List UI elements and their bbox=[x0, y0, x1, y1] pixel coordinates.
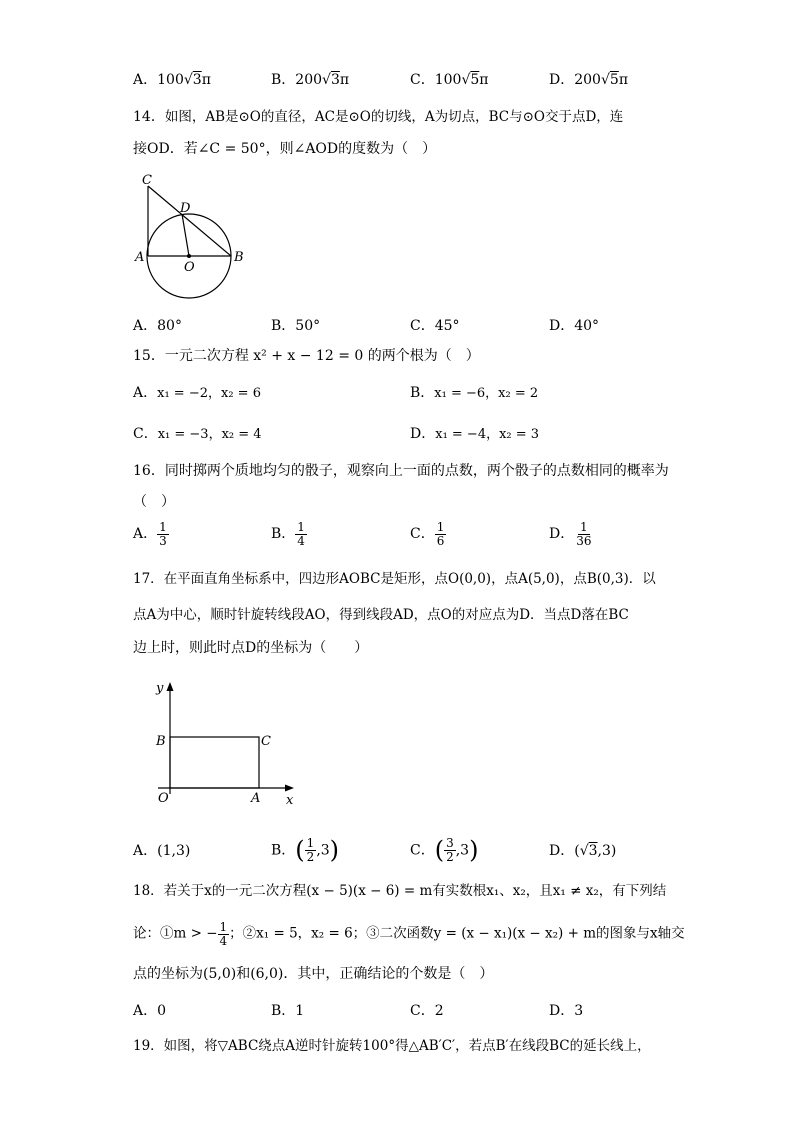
q13-option-a: A．100√3π bbox=[133, 72, 211, 88]
q15-option-d: D．x₁ = −4，x₂ = 3 bbox=[410, 426, 540, 442]
q14-stem-line1: 14．如图，AB是⊙O的直径，AC是⊙O的切线，A为切点，BC与⊙O交于点D，连 bbox=[133, 109, 624, 125]
label-b: B bbox=[156, 734, 166, 749]
q14-option-a: A．80° bbox=[133, 318, 182, 334]
q17-stem-line3: 边上时，则此时点D的坐标为（ ） bbox=[133, 640, 369, 656]
q13-option-c: C．100√5π bbox=[410, 72, 489, 88]
q16-stem-line1: 16．同时掷两个质地均匀的骰子，观察向上一面的点数，两个骰子的点数相同的概率为 bbox=[133, 463, 669, 479]
q17-stem-line1: 17．在平面直角坐标系中，四边形AOBC是矩形，点O(0,0)，点A(5,0)，点B(0,3)．以 bbox=[133, 571, 656, 587]
q18-option-d: D．3 bbox=[549, 1003, 584, 1019]
q16-option-d: D． $\frac{1}{36}$ bbox=[549, 520, 592, 548]
q16-stem-line2: （ ） bbox=[133, 494, 175, 510]
q14-option-b: B．50° bbox=[271, 318, 321, 334]
label-a: A bbox=[251, 791, 261, 806]
label-o: O bbox=[158, 791, 169, 806]
q14-stem-line2: 接OD．若∠C = 50°，则∠AOD的度数为（ ） bbox=[133, 141, 437, 157]
q18-option-b: B．1 bbox=[271, 1003, 305, 1019]
q17-stem-line2: 点A为中心，顺时针旋转线段AO，得到线段AD，点O的对应点为D．当点D落在BC bbox=[133, 607, 629, 623]
segment-cb bbox=[148, 186, 231, 256]
q15-option-a: A．x₁ = −2，x₂ = 6 bbox=[133, 385, 261, 401]
q16-option-a: A． $\frac{1}{3}$ bbox=[133, 520, 167, 548]
q16-option-b: B． $\frac{1}{4}$ bbox=[271, 520, 305, 548]
q18-stem-line1: 18．若关于x的一元二次方程(x − 5)(x − 6) = m有实数根x₁、x₂，且x₁ ≠ x₂，有下列结 bbox=[133, 883, 667, 899]
q17-option-b: B．( $\frac{1}{2}$ ,3) bbox=[271, 836, 340, 864]
q15-option-c: C．x₁ = −3，x₂ = 4 bbox=[133, 426, 262, 442]
label-x: x bbox=[286, 793, 294, 808]
q14-option-c: C．45° bbox=[410, 318, 460, 334]
label-y: y bbox=[156, 681, 164, 696]
label-o: O bbox=[184, 260, 195, 275]
x-axis-arrow bbox=[285, 785, 294, 792]
label-a: A bbox=[135, 250, 145, 265]
q17-option-c: C．( $\frac{3}{2}$ ,3) bbox=[410, 836, 479, 864]
label-c: C bbox=[142, 173, 152, 188]
q13-option-b: B．200√3π bbox=[271, 72, 350, 88]
label-b: B bbox=[234, 250, 244, 265]
q18-stem-line2: 论：①m > − $\frac{1}{4}$ ；②x₁ = 5，x₂ = 6；③二次函数y = (x − x₁)(x − x₂) + m的图象与x轴交 bbox=[133, 920, 685, 948]
q15-option-b: B．x₁ = −6，x₂ = 2 bbox=[410, 385, 539, 401]
q17-option-a: A．(1,3) bbox=[133, 843, 191, 859]
label-d: D bbox=[180, 201, 191, 216]
q16-option-c: C． $\frac{1}{6}$ bbox=[410, 520, 445, 548]
q19-stem-line1: 19．如图，将▽ABC绕点A逆时针旋转100°得△AB′C′，若点B′在线段BC的延长线上， bbox=[133, 1038, 651, 1054]
q13-option-d: D．200√5π bbox=[549, 72, 629, 88]
q18-option-a: A．0 bbox=[133, 1003, 167, 1019]
q17-coordinate-figure bbox=[150, 678, 310, 810]
q14-circle-figure bbox=[130, 168, 250, 303]
q17-option-d: D．(√3,3) bbox=[549, 843, 617, 859]
center-dot bbox=[187, 254, 191, 258]
q18-stem-line3: 点的坐标为(5,0)和(6,0)．其中，正确结论的个数是（ ） bbox=[133, 966, 494, 982]
rectangle-aobc bbox=[170, 737, 259, 788]
y-axis-arrow bbox=[167, 682, 174, 691]
q15-stem: 15．一元二次方程 x² + x − 12 = 0 的两个根为（ ） bbox=[133, 348, 480, 364]
q14-option-d: D．40° bbox=[549, 318, 600, 334]
q18-option-c: C．2 bbox=[410, 1003, 444, 1019]
label-c: C bbox=[261, 734, 271, 749]
